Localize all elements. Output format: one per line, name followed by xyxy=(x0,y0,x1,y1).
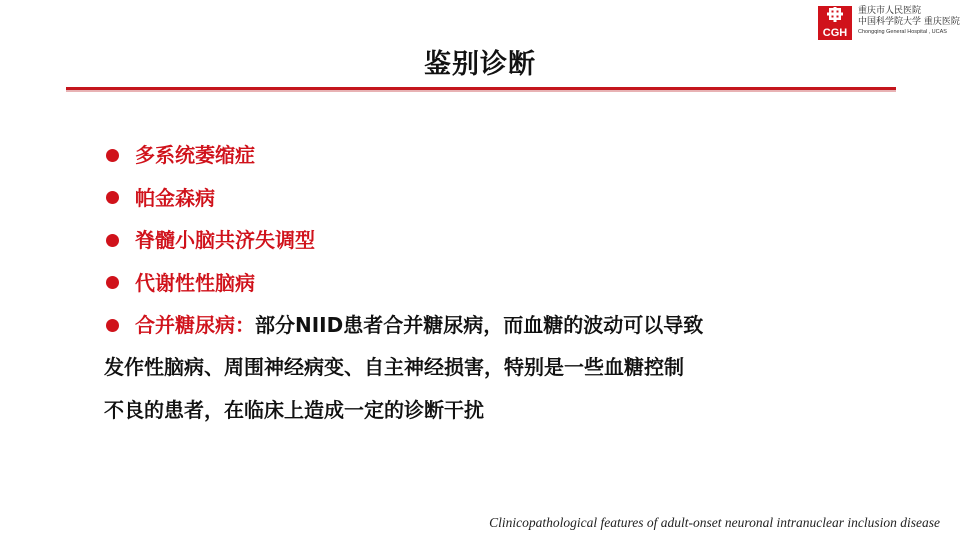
logo-line-3: Chongqing General Hospital , UCAS xyxy=(858,29,947,35)
bullet-label: 代谢性性脑病 xyxy=(135,270,255,295)
logo-text: CGH xyxy=(822,27,848,39)
cgh-logo-icon xyxy=(818,6,852,40)
bullet-dot-icon xyxy=(106,276,119,289)
bullet-description: 部分NIID患者合并糖尿病，而血糖的波动可以导致 xyxy=(255,313,704,337)
bullet-item xyxy=(104,219,844,262)
source-citation: Clinicopathological features of adult-onset neuronal intranuclear inclusion disease xyxy=(489,515,940,530)
continuation-line: 发作性脑病、周围神经病变、自主神经损害，特别是一些血糖控制 xyxy=(104,355,684,379)
bullet-dot-icon xyxy=(106,234,119,247)
bullet-label: 帕金森病 xyxy=(135,185,215,210)
bullet-dot-icon xyxy=(106,191,119,204)
logo-line-2: 中国科学院大学 重庆医院 xyxy=(858,17,960,27)
bullet-item xyxy=(104,177,844,220)
title-divider-shadow xyxy=(66,90,896,92)
logo-line-1: 重庆市人民医院 xyxy=(858,6,922,16)
bullet-continuation xyxy=(104,346,844,431)
bullet-label: 多系统萎缩症 xyxy=(135,143,255,167)
bullet-item xyxy=(104,262,844,305)
bullet-item xyxy=(104,134,844,177)
slide-title: 鉴别诊断 xyxy=(424,49,536,80)
hospital-logo xyxy=(814,4,958,44)
bullet-item xyxy=(104,304,844,347)
bullet-list xyxy=(104,134,844,347)
bullet-label: 合并糖尿病： xyxy=(135,313,255,337)
bullet-dot-icon xyxy=(106,149,119,162)
bullet-label: 脊髓小脑共济失调型 xyxy=(135,228,315,252)
continuation-line: 不良的患者，在临床上造成一定的诊断干扰 xyxy=(104,397,484,422)
bullet-dot-icon xyxy=(106,319,119,332)
